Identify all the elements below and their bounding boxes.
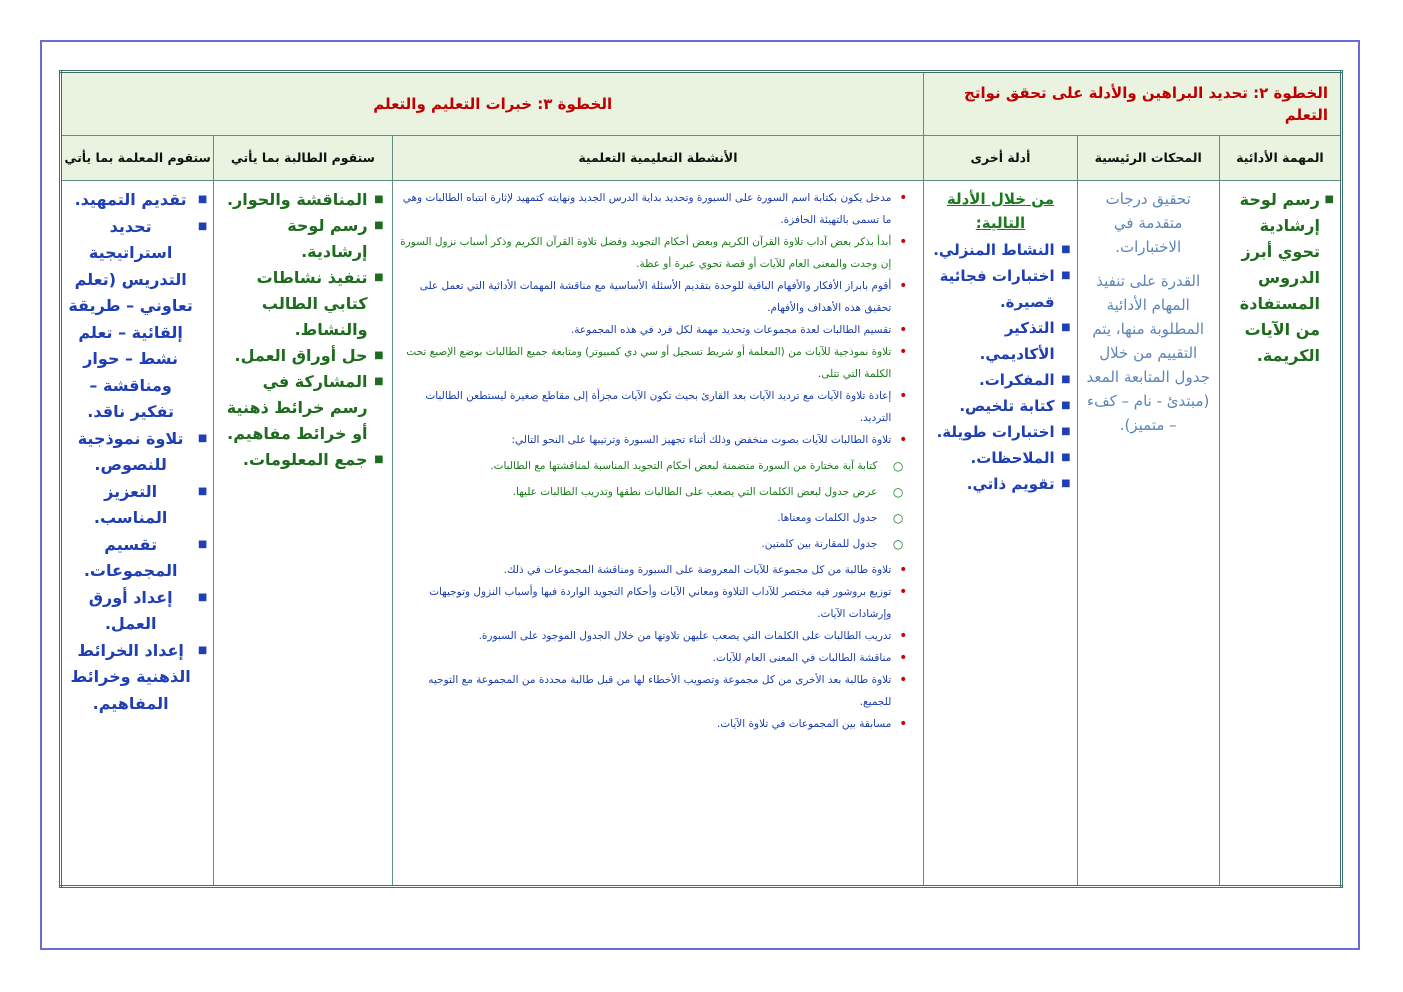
activity-item: • تلاوة طالبة من كل مجموعة للآيات المعروضة على السبورة ومناقشة المجموعات في ذلك. xyxy=(399,559,918,581)
evidence-item: ■ اختبارات فجائية قصيرة. xyxy=(930,263,1070,315)
activity-item: • تدريب الطالبات على الكلمات التي يصعب عليهن تلاوتها من خلال الجدول الموجود على السبورة. xyxy=(399,625,918,647)
teacher-cell xyxy=(61,181,214,887)
step2-header: الخطوة ٢: تحديد البراهين والأدلة على تحقق نواتج التعلم xyxy=(924,72,1342,136)
teacher-item: ■ تقديم التمهيد. xyxy=(68,187,207,214)
activity-item: • توزيع بروشور فيه مختصر للآداب التلاوة ومعاني الآيات وأحكام التجويد الواردة فيها وأسباب النزول وتوجيهات وإرشادات الآيات. xyxy=(399,581,918,625)
col-criteria-header: المحكات الرئيسية xyxy=(1077,136,1219,181)
activity-item: • مدخل يكون بكتابة اسم السورة على السبورة وتحديد بداية الدرس الجديد ونهايته كتمهيد لإثارة انتباه الطالبات وهي ما تسمى بالتهيئة الحافزة. xyxy=(399,187,918,231)
col-teacher-header: ستقوم المعلمة بما يأتي xyxy=(61,136,214,181)
activity-item: • مناقشة الطالبات في المعنى العام للآيات. xyxy=(399,647,918,669)
evidence-item: ■ كتابة تلخيص. xyxy=(930,393,1070,419)
teacher-item: ■ تقسيم المجموعات. xyxy=(68,532,207,585)
student-item: ■ جمع المعلومات. xyxy=(220,447,385,473)
criteria-item: تحقيق درجات متقدمة في الاختبارات. xyxy=(1105,190,1191,256)
evidence-item: ■ النشاط المنزلي. xyxy=(930,237,1070,263)
task-cell xyxy=(1219,181,1341,887)
activities-cell xyxy=(392,181,924,887)
student-item: ■ تنفيذ نشاطات كتابي الطالب والنشاط. xyxy=(220,265,385,343)
evidence-title: من خلال الأدلة التالية: xyxy=(946,190,1055,232)
task-item: ■ رسم لوحة إرشادية تحوي أبرز الدروس المستفادة من الآيات الكريمة. xyxy=(1226,187,1334,369)
col-student-header: ستقوم الطالبة بما يأتي xyxy=(214,136,392,181)
activity-item: • تلاوة طالبة بعد الأخرى من كل مجموعة وتصويب الأخطاء لها من قبل طالبة محددة من المجموعة مع التوجيه للجميع. xyxy=(399,669,918,713)
evidence-item: ■ الملاحظات. xyxy=(930,445,1070,471)
activity-sub-item: ○ عرض جدول لبعض الكلمات التي يصعب على الطالبات نطقها وتدريب الطالبات عليها. xyxy=(399,481,918,503)
col-task-header: المهمة الأدائية xyxy=(1219,136,1341,181)
criteria-item: القدرة على تنفيذ المهام الأدائية المطلوبة منها، يتم التقييم من خلال جدول المتابعة المعد (مبتدئ - نام – كفء – متميز). xyxy=(1086,272,1210,434)
col-evidence-header: أدلة أخرى xyxy=(924,136,1077,181)
teacher-item: ■ إعداد الخرائط الذهنية وخرائط المفاهيم. xyxy=(68,638,207,718)
activity-sub-item: ○ جدول للمقارنة بين كلمتين. xyxy=(399,533,918,555)
activity-item: • أبدأ بذكر بعض آداب تلاوة القرآن الكريم وبعض أحكام التجويد وفضل تلاوة القرآن الكريم وذكر أسباب نزول السورة إن وجدت والمعنى العام للآيات أو قصة تحوي عبرة أو عظة. xyxy=(399,231,918,275)
teacher-item: ■ إعداد أورق العمل. xyxy=(68,585,207,638)
criteria-cell xyxy=(1077,181,1219,887)
student-item: ■ المشاركة في رسم خرائط ذهنية أو خرائط مفاهيم. xyxy=(220,369,385,447)
step3-header: الخطوة ٣: خبرات التعليم والتعلم xyxy=(61,72,924,136)
activity-item: • إعادة تلاوة الآيات مع ترديد الآيات بعد القارئ بحيث تكون الآيات مجزأة إلى مقاطع صغيرة ليستطعن الطالبات الترديد. xyxy=(399,385,918,429)
student-item: ■ حل أوراق العمل. xyxy=(220,343,385,369)
evidence-cell xyxy=(924,181,1077,887)
teacher-item: ■ التعزيز المناسب. xyxy=(68,479,207,532)
student-cell xyxy=(214,181,392,887)
teacher-item: ■ تلاوة نموذجية للنصوص. xyxy=(68,426,207,479)
evidence-item: ■ اختبارات طويلة. xyxy=(930,419,1070,445)
col-activities-header: الأنشطة التعليمية التعلمية xyxy=(392,136,924,181)
student-item: ■ رسم لوحة إرشادية. xyxy=(220,213,385,265)
activity-item: • تلاوة نموذجية للآيات من (المعلمة أو شريط تسجيل أو سي دي كمبيوتر) ومتابعة جميع الطالبات بوضع الإصبع تحت الكلمة التي تتلى. xyxy=(399,341,918,385)
evidence-item: ■ تقويم ذاتي. xyxy=(930,471,1070,497)
activity-item: • تلاوة الطالبات للآيات بصوت منخفض وذلك أثناء تجهيز السبورة وترتيبها على النحو التالي: xyxy=(399,429,918,451)
activity-item: • أقوم بابراز الأفكار والأفهام الباقية للوحدة بتقديم الأسئلة الأساسية مع مناقشة المهمات الأدائية التي تعمل على تحقيق هذه الأهداف والأفهام. xyxy=(399,275,918,319)
lesson-plan-table xyxy=(59,70,1343,888)
activity-item: • مسابقة بين المجموعات في تلاوة الآيات. xyxy=(399,713,918,735)
teacher-item: ■ تحديد استراتيجية التدريس (تعلم تعاوني – طريقة إلقائية – تعلم نشط – حوار ومناقشة – تفكير ناقد. xyxy=(68,214,207,426)
evidence-item: ■ المفكرات. xyxy=(930,367,1070,393)
activity-sub-item: ○ كتابة آية مختارة من السورة متضمنة لبعض أحكام التجويد المناسبة لمناقشتها مع الطالبات. xyxy=(399,455,918,477)
evidence-item: ■ التذكير الأكاديمي. xyxy=(930,315,1070,367)
activity-sub-item: ○ جدول الكلمات ومعناها. xyxy=(399,507,918,529)
activity-item: • تقسيم الطالبات لعدة مجموعات وتحديد مهمة لكل فرد في هذه المجموعة. xyxy=(399,319,918,341)
student-item: ■ المناقشة والحوار. xyxy=(220,187,385,213)
